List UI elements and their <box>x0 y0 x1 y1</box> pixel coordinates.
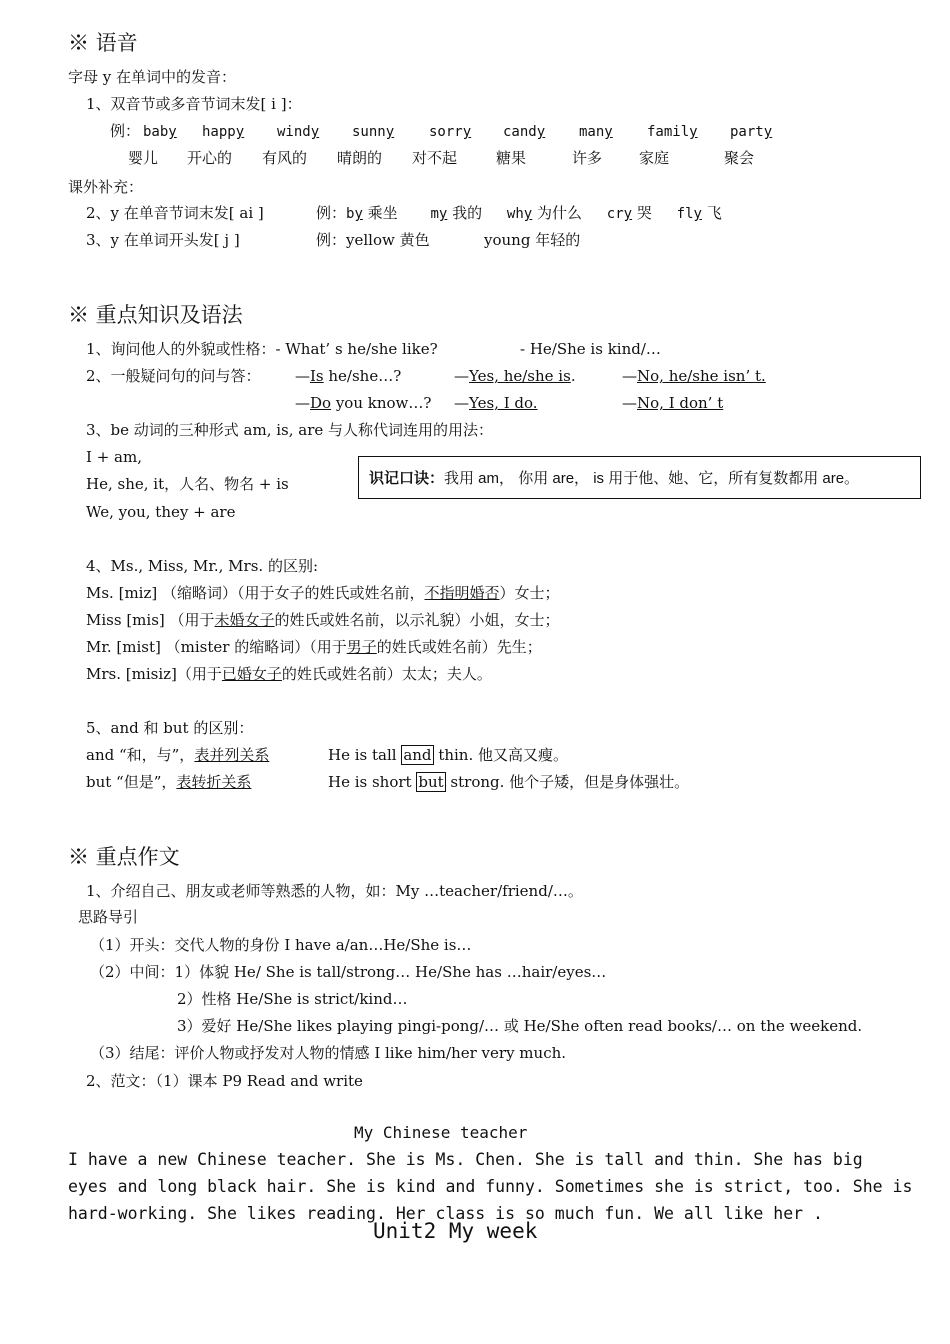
rule-2: 2、y 在单音节词末发[ ai ] <box>86 204 264 222</box>
rule-1: 1、双音节或多音节词末发[ i ]： <box>86 95 302 113</box>
rule-3: 3、y 在单词开头发[ j ] <box>86 231 240 249</box>
section-title-writing: ※ 重点作文 <box>68 845 180 869</box>
grammar-1: 1、询问他人的外貌或性格：- What’ s he/she like? <box>86 340 438 358</box>
example-word: baby <box>143 124 177 140</box>
example-word: windy <box>277 124 320 140</box>
guide-ending: （3）结尾：评价人物或抒发对人物的情感 I like him/her very much. <box>90 1044 567 1062</box>
example-meaning: 晴朗的 <box>337 149 383 167</box>
question-2: —Do you know…? <box>295 394 432 412</box>
essay-title: My Chinese teacher <box>354 1123 528 1142</box>
grammar-4: 4、Ms., Miss, Mr., Mrs. 的区别: <box>86 557 318 575</box>
writing-guide: 思路导引 <box>78 908 139 926</box>
be-are: We, you, they + are <box>86 503 236 521</box>
section-title-phonics: ※ 语音 <box>68 31 138 55</box>
answer-no-1: —No, he/she isn’ t. <box>622 367 766 385</box>
answer-yes-1: —Yes, he/she is. <box>454 367 576 385</box>
and-example: He is tall and thin. 他又高又瘦。 <box>328 746 568 764</box>
example-label: 例： <box>110 122 141 140</box>
question-1: —Is he/she…? <box>295 367 402 385</box>
example-meaning: 糖果 <box>496 149 527 167</box>
writing-task: 1、介绍自己、朋友或老师等熟悉的人物，如：My …teacher/friend/…。 <box>86 882 583 900</box>
sample-label: 2、范文：（1）课本 P9 Read and write <box>86 1072 363 1090</box>
guide-opening: （1）开头：交代人物的身份 I have a/an…He/She is… <box>90 936 472 954</box>
title-mr: Mr. [mist] （mister 的缩略词）（用于男子的姓氏或姓名前）先生； <box>86 638 542 656</box>
guide-personality: 2）性格 He/She is strict/kind… <box>177 990 408 1008</box>
example-meaning: 开心的 <box>187 149 233 167</box>
grammar-2: 2、一般疑问句的问与答： <box>86 367 261 385</box>
title-ms: Ms. [miz] （缩略词）（用于女子的姓氏或姓名前，不指明婚否）女士； <box>86 584 560 602</box>
example-word: sunny <box>352 124 395 140</box>
essay-line: eyes and long black hair. She is kind and funny. Sometimes she is strict, too. She is <box>68 1177 913 1196</box>
mnemonic-box: 识记口诀： 我用 am， 你用 are， is 用于他、她、它，所有复数都用 are。 <box>358 456 921 499</box>
example-word: party <box>730 124 773 140</box>
example-meaning: 聚会 <box>724 149 755 167</box>
rule-3-example: 例：yellow 黄色 <box>316 231 430 249</box>
and-usage: and “和，与”，表并列关系 <box>86 746 270 764</box>
example-meaning: 对不起 <box>412 149 458 167</box>
example-meaning: 婴儿 <box>128 149 159 167</box>
but-example: He is short but strong. 他个子矮，但是身体强壮。 <box>328 773 690 791</box>
section-title-grammar: ※ 重点知识及语法 <box>68 303 243 327</box>
example-meaning: 家庭 <box>639 149 670 167</box>
example-word: happy <box>202 124 245 140</box>
grammar-5: 5、and 和 but 的区别： <box>86 719 254 737</box>
grammar-3: 3、be 动词的三种形式 am, is, are 与人称代词连用的用法： <box>86 421 494 439</box>
rule-3-example-2: young 年轻的 <box>484 231 581 249</box>
example-word: many <box>579 124 613 140</box>
be-is: He, she, it，人名、物名 + is <box>86 475 289 493</box>
be-am: I + am, <box>86 448 142 466</box>
title-mrs: Mrs. [misiz]（用于已婚女子的姓氏或姓名前）太太；夫人。 <box>86 665 492 683</box>
phonics-intro: 字母 y 在单词中的发音： <box>68 68 237 86</box>
answer-yes-2: —Yes, I do. <box>454 394 538 412</box>
guide-middle: （2）中间：1）体貌 He/ She is tall/strong… He/She has …hair/eyes… <box>90 963 607 981</box>
unit-heading: Unit2 My week <box>373 1219 538 1243</box>
essay-line: hard-working. She likes reading. Her class is so much fun. We all like her . <box>68 1204 823 1223</box>
example-word: sorry <box>429 124 472 140</box>
guide-hobby: 3）爱好 He/She likes playing pingi-pong/… 或 He/She often read books/… on the weekend. <box>177 1017 863 1035</box>
answer-no-2: —No, I don’ t <box>622 394 724 412</box>
essay-line: I have a new Chinese teacher. She is Ms. Chen. She is tall and thin. She has big <box>68 1150 863 1169</box>
title-miss: Miss [mis] （用于未婚女子的姓氏或姓名前，以示礼貌）小姐，女士； <box>86 611 560 629</box>
but-usage: but “但是”，表转折关系 <box>86 773 252 791</box>
example-word: candy <box>503 124 546 140</box>
rule-2-examples: 例：by 乘坐 my 我的 why 为什么 cry 哭 fly 飞 <box>316 204 722 222</box>
extra-label: 课外补充： <box>68 178 144 196</box>
grammar-1-answer: - He/She is kind/… <box>520 340 661 358</box>
example-word: family <box>647 124 698 140</box>
example-meaning: 许多 <box>572 149 603 167</box>
example-meaning: 有风的 <box>262 149 308 167</box>
